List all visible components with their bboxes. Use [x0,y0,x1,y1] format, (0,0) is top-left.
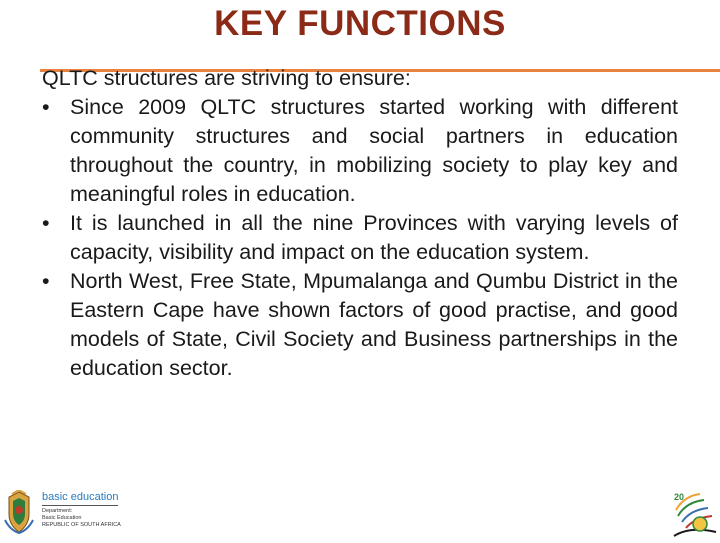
logo-divider [42,505,118,506]
intro-text: QLTC structures are striving to ensure: [42,66,411,90]
bullet-text: It is launched in all the nine Provinces with varying levels of capacity, visibility and impact on the education system. [70,211,678,264]
logo-title: basic education [42,491,119,503]
bullet-item [42,209,678,267]
anniversary-badge-icon [670,488,718,538]
bullet-item [42,267,678,383]
bullet-list [42,93,678,383]
bullet-marker: • [42,269,50,293]
bullet-text: Since 2009 QLTC structures started working with different community structures and social partners in education throughout the country, in mobilizing society to play key and meaningful roles in education. [70,95,678,206]
logo-country: REPUBLIC OF SOUTH AFRICA [42,522,121,528]
bullet-marker: • [42,211,50,235]
logo-department: Department: [42,508,73,514]
logo-department-name: Basic Education [42,515,82,521]
bullet-item [42,93,678,209]
slide-title: KEY FUNCTIONS [214,4,506,43]
bullet-text: North West, Free State, Mpumalanga and Qumbu District in the Eastern Cape have shown factors of good practise, and good models of State, Civil Society and Business partnerships in the education sector. [70,269,678,380]
bullet-marker: • [42,95,50,119]
badge-number: 20 [674,492,685,502]
slide-body [42,64,678,383]
anniversary-logo [670,488,718,538]
department-logo [2,490,122,536]
coat-of-arms-icon [2,490,36,534]
